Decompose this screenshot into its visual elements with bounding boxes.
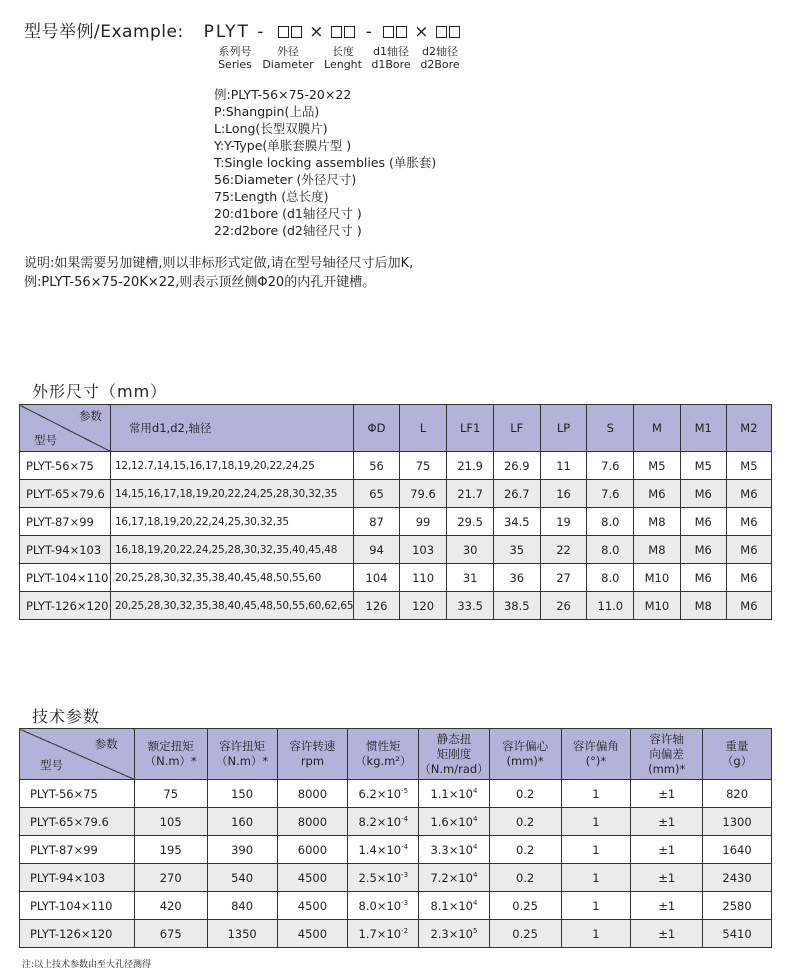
allowed-torque-cell: 390 — [207, 836, 277, 864]
eccentricity-cell: 0.25 — [489, 920, 561, 948]
od-cell: 87 — [354, 508, 399, 536]
stiffness-exponent: 5 — [473, 926, 478, 935]
od-cell: 65 — [354, 480, 399, 508]
m1-cell: M6 — [680, 564, 726, 592]
allowed-torque-cell: 150 — [207, 780, 277, 808]
bores-cell: 14,15,16,17,18,19,20,22,24,25,28,30,32,35 — [110, 480, 353, 508]
caption-length-en: Lenght — [324, 58, 362, 71]
s-cell: 11.0 — [587, 592, 634, 620]
example-line: 20:d1bore (d1轴径尺寸 ) — [214, 206, 362, 221]
allowed-torque-cell: 1350 — [207, 920, 277, 948]
stiffness-cell — [419, 836, 489, 864]
header-line: 容许轴 — [649, 731, 684, 746]
example-line: 56:Diameter (外径尺寸) — [214, 172, 357, 187]
speed-cell: 4500 — [277, 864, 348, 892]
dimensions-header-row — [20, 405, 772, 452]
example-line: 22:d2bore (d2轴径尺寸 ) — [214, 223, 362, 238]
inertia-cell — [348, 920, 419, 948]
header-line: （g） — [721, 754, 753, 768]
m1-cell: M6 — [680, 536, 726, 564]
rated-torque-cell: 270 — [134, 864, 207, 892]
caption-diameter-cn: 外径 — [277, 45, 299, 58]
example-line: T:Single locking assemblies (单胀套) — [214, 155, 437, 170]
stiffness-cell — [419, 864, 489, 892]
col-header-lf1: LF1 — [447, 405, 494, 452]
stiffness-exponent: 4 — [473, 842, 478, 851]
speed-cell: 8000 — [277, 780, 348, 808]
stiffness-cell — [419, 892, 489, 920]
corner-model-label: 型号 — [34, 433, 57, 447]
od-cell: 56 — [354, 452, 399, 480]
col-header-axial — [631, 729, 703, 780]
inertia-exponent: -3 — [401, 870, 409, 879]
lf1-cell: 21.9 — [447, 452, 494, 480]
lf-cell: 26.9 — [493, 452, 540, 480]
caption-series-cn: 系列号 — [218, 45, 252, 58]
m-cell: M6 — [634, 480, 681, 508]
axial-cell: ±1 — [631, 780, 703, 808]
header-line: （kg.m²） — [355, 754, 412, 768]
l-cell: 120 — [399, 592, 447, 620]
inertia-cell — [348, 808, 419, 836]
col-header-lf: LF — [493, 405, 540, 452]
col-header-m2: M2 — [726, 405, 771, 452]
axial-cell: ±1 — [631, 892, 703, 920]
m-cell: M8 — [634, 536, 681, 564]
table-row — [20, 592, 772, 620]
inertia-exponent: -4 — [401, 842, 409, 851]
angle-cell: 1 — [561, 892, 631, 920]
bores-cell: 16,17,18,19,20,22,24,25,30,32,35 — [110, 508, 353, 536]
stiffness-base: 2.3×10 — [430, 926, 473, 941]
s-cell: 8.0 — [587, 564, 634, 592]
stiffness-base: 1.1×10 — [430, 786, 473, 801]
table-row — [20, 920, 772, 948]
header-line: (mm)* — [506, 754, 544, 768]
box-placeholder-icon — [435, 22, 461, 42]
table-row — [20, 864, 772, 892]
corner-header — [20, 729, 135, 780]
axial-cell: ±1 — [631, 808, 703, 836]
example-title-prefix: 型号举例/Example: — [24, 22, 184, 42]
inertia-exponent: -5 — [401, 786, 409, 795]
rated-torque-cell: 420 — [134, 892, 207, 920]
dimensions-table — [19, 404, 772, 620]
l-cell: 79.6 — [399, 480, 447, 508]
axial-cell: ±1 — [631, 836, 703, 864]
model-cell: PLYT-87×99 — [20, 836, 135, 864]
model-cell: PLYT-65×79.6 — [20, 480, 111, 508]
inertia-base: 1.7×10 — [358, 926, 402, 941]
header-line: 容许扭矩 — [219, 739, 266, 753]
col-header-od: ΦD — [354, 405, 399, 452]
inertia-base: 8.2×10 — [358, 814, 402, 829]
stiffness-cell — [419, 920, 489, 948]
stiffness-exponent: 4 — [473, 786, 478, 795]
times-separator: × — [309, 22, 324, 42]
corner-param-label: 参数 — [94, 737, 118, 751]
axial-cell: ±1 — [631, 920, 703, 948]
table-row — [20, 508, 772, 536]
lp-cell: 26 — [540, 592, 587, 620]
inertia-base: 1.4×10 — [358, 842, 402, 857]
stiffness-base: 1.6×10 — [430, 814, 473, 829]
inertia-base: 8.0×10 — [358, 898, 402, 913]
inertia-cell — [348, 892, 419, 920]
weight-cell: 2430 — [703, 864, 772, 892]
note-line: 说明:如果需要另加键槽,则以非标形式定做,请在型号轴径尺寸后加K, — [24, 256, 414, 271]
header-line: (°)* — [585, 754, 607, 768]
angle-cell: 1 — [561, 836, 631, 864]
captions-en — [213, 58, 465, 71]
table-row — [20, 564, 772, 592]
table-row — [20, 780, 772, 808]
model-cell: PLYT-94×103 — [20, 536, 111, 564]
header-line: 容许偏心 — [502, 739, 549, 753]
model-cell: PLYT-126×120 — [20, 920, 135, 948]
box-placeholder-icon — [277, 22, 303, 42]
lp-cell: 22 — [540, 536, 587, 564]
l-cell: 103 — [399, 536, 447, 564]
table-row — [20, 808, 772, 836]
speed-cell: 4500 — [277, 892, 348, 920]
model-cell: PLYT-56×75 — [20, 780, 135, 808]
dash-separator: - — [365, 22, 373, 42]
m2-cell: M6 — [726, 592, 771, 620]
caption-d1-en: d1Bore — [371, 58, 411, 71]
m-cell: M10 — [634, 564, 681, 592]
rated-torque-cell: 105 — [134, 808, 207, 836]
lp-cell: 16 — [540, 480, 587, 508]
example-line: Y:Y-Type(单胀套膜片型 ) — [214, 138, 352, 153]
col-header-speed — [277, 729, 348, 780]
m1-cell: M8 — [680, 592, 726, 620]
inertia-cell — [348, 780, 419, 808]
header-line: 向偏差 — [649, 746, 684, 761]
m2-cell: M6 — [726, 564, 771, 592]
l-cell: 99 — [399, 508, 447, 536]
inertia-cell — [348, 836, 419, 864]
bores-cell: 20,25,28,30,32,35,38,40,45,48,50,55,60,62,65 — [110, 592, 353, 620]
header-line: rpm — [300, 754, 325, 768]
model-cell: PLYT-87×99 — [20, 508, 111, 536]
captions-cn — [213, 43, 465, 59]
s-cell: 7.6 — [587, 480, 634, 508]
l-cell: 75 — [399, 452, 447, 480]
inertia-base: 2.5×10 — [358, 870, 402, 885]
col-header-inertia — [348, 729, 419, 780]
m2-cell: M6 — [726, 508, 771, 536]
stiffness-cell — [419, 780, 489, 808]
example-explanation — [214, 86, 436, 239]
od-cell: 126 — [354, 592, 399, 620]
corner-param-label: 参数 — [78, 409, 102, 423]
model-cell: PLYT-126×120 — [20, 592, 111, 620]
m1-cell: M6 — [680, 480, 726, 508]
angle-cell: 1 — [561, 808, 631, 836]
caption-d2-cn: d2轴径 — [422, 45, 458, 58]
header-line: 静态扭 — [436, 731, 472, 746]
technical-table — [19, 728, 772, 948]
lf1-cell: 33.5 — [447, 592, 494, 620]
col-header-m: M — [634, 405, 681, 452]
axial-cell: ±1 — [631, 864, 703, 892]
col-header-stiffness — [419, 729, 489, 780]
m2-cell: M6 — [726, 480, 771, 508]
inertia-cell — [348, 864, 419, 892]
inertia-exponent: -4 — [401, 814, 409, 823]
caption-diameter-en: Diameter — [262, 58, 314, 71]
col-header-bores: 常用d1,d2,轴径 — [110, 405, 353, 452]
header-line: （N.m）* — [144, 754, 197, 768]
caption-d2-en: d2Bore — [420, 58, 460, 71]
angle-cell: 1 — [561, 864, 631, 892]
model-cell: PLYT-94×103 — [20, 864, 135, 892]
header-line: 矩刚度 — [436, 746, 472, 761]
stiffness-cell — [419, 808, 489, 836]
angle-cell: 1 — [561, 920, 631, 948]
keyway-note — [24, 254, 413, 292]
stiffness-base: 3.3×10 — [430, 842, 473, 857]
m1-cell: M5 — [680, 452, 726, 480]
speed-cell: 4500 — [277, 920, 348, 948]
col-header-rated-torque — [134, 729, 207, 780]
od-cell: 94 — [354, 536, 399, 564]
allowed-torque-cell: 160 — [207, 808, 277, 836]
corner-header — [20, 405, 111, 452]
stiffness-exponent: 4 — [473, 870, 478, 879]
s-cell: 7.6 — [587, 452, 634, 480]
inertia-exponent: -2 — [401, 926, 409, 935]
table-row — [20, 836, 772, 864]
speed-cell: 6000 — [277, 836, 348, 864]
bores-cell: 12,12.7,14,15,16,17,18,19,20,22,24,25 — [110, 452, 353, 480]
col-header-lp: LP — [540, 405, 587, 452]
lf-cell: 36 — [493, 564, 540, 592]
table-row — [20, 480, 772, 508]
times-separator: × — [414, 22, 429, 42]
allowed-torque-cell: 540 — [207, 864, 277, 892]
header-line: （N.m）* — [215, 754, 269, 768]
table-row — [20, 536, 772, 564]
header-line: 重量 — [725, 739, 749, 753]
stiffness-exponent: 4 — [473, 814, 478, 823]
box-placeholder-icon — [382, 22, 408, 42]
header-line: 惯性矩 — [366, 739, 401, 753]
example-line: 75:Length (总长度) — [214, 189, 329, 204]
col-header-l: L — [399, 405, 447, 452]
lf1-cell: 29.5 — [447, 508, 494, 536]
od-cell: 104 — [354, 564, 399, 592]
bores-cell: 16,18,19,20,22,24,25,28,30,32,35,40,45,48 — [110, 536, 353, 564]
lf1-cell: 30 — [447, 536, 494, 564]
lf-cell: 38.5 — [493, 592, 540, 620]
allowed-torque-cell: 840 — [207, 892, 277, 920]
rated-torque-cell: 75 — [134, 780, 207, 808]
lf-cell: 35 — [493, 536, 540, 564]
weight-cell: 820 — [703, 780, 772, 808]
technical-title: 技术参数 — [32, 707, 101, 726]
example-title — [24, 17, 461, 42]
m-cell: M5 — [634, 452, 681, 480]
inertia-exponent: -3 — [401, 898, 409, 907]
m2-cell: M5 — [726, 452, 771, 480]
caption-series-en: Series — [218, 58, 252, 71]
table-row — [20, 892, 772, 920]
weight-cell: 5410 — [703, 920, 772, 948]
model-cell: PLYT-56×75 — [20, 452, 111, 480]
eccentricity-cell: 0.2 — [489, 836, 561, 864]
table-row — [20, 452, 772, 480]
s-cell: 8.0 — [587, 508, 634, 536]
lp-cell: 11 — [540, 452, 587, 480]
caption-d1-cn: d1轴径 — [373, 45, 409, 58]
technical-header-row — [20, 729, 772, 780]
note-line: 例:PLYT-56×75-20K×22,则表示顶丝侧Φ20的内孔开键槽。 — [24, 275, 376, 290]
lp-cell: 19 — [540, 508, 587, 536]
s-cell: 8.0 — [587, 536, 634, 564]
model-cell: PLYT-104×110 — [20, 564, 111, 592]
weight-cell: 1640 — [703, 836, 772, 864]
footnote: 注:以上技术参数由至大孔径测得 — [22, 960, 152, 970]
lf-cell: 26.7 — [493, 480, 540, 508]
header-line: (mm)* — [648, 761, 686, 776]
rated-torque-cell: 195 — [134, 836, 207, 864]
angle-cell: 1 — [561, 780, 631, 808]
col-header-s: S — [587, 405, 634, 452]
col-header-eccentricity — [489, 729, 561, 780]
speed-cell: 8000 — [277, 808, 348, 836]
col-header-m1: M1 — [680, 405, 726, 452]
header-line: 容许转速 — [289, 739, 336, 753]
header-line: 容许偏角 — [572, 739, 619, 753]
model-cell: PLYT-104×110 — [20, 892, 135, 920]
col-header-allowed-torque — [207, 729, 277, 780]
example-code: PLYT - — [203, 22, 266, 42]
lf1-cell: 31 — [447, 564, 494, 592]
lp-cell: 27 — [540, 564, 587, 592]
l-cell: 110 — [399, 564, 447, 592]
m1-cell: M6 — [680, 508, 726, 536]
caption-length-cn: 长度 — [332, 45, 354, 58]
header-line: 额定扭矩 — [147, 739, 194, 753]
box-placeholder-icon — [330, 22, 356, 42]
stiffness-exponent: 4 — [473, 898, 478, 907]
eccentricity-cell: 0.25 — [489, 892, 561, 920]
eccentricity-cell: 0.2 — [489, 808, 561, 836]
inertia-base: 6.2×10 — [358, 786, 402, 801]
m2-cell: M6 — [726, 536, 771, 564]
weight-cell: 1300 — [703, 808, 772, 836]
example-line: 例:PLYT-56×75-20×22 — [214, 87, 352, 102]
example-line: P:Shangpin(上品) — [214, 104, 320, 119]
stiffness-base: 7.2×10 — [430, 870, 473, 885]
eccentricity-cell: 0.2 — [489, 864, 561, 892]
eccentricity-cell: 0.2 — [489, 780, 561, 808]
dimensions-title: 外形尺寸（mm） — [32, 382, 168, 401]
bores-cell: 20,25,28,30,32,35,38,40,45,48,50,55,60 — [110, 564, 353, 592]
m-cell: M10 — [634, 592, 681, 620]
lf-cell: 34.5 — [493, 508, 540, 536]
corner-model-label: 型号 — [40, 758, 63, 772]
rated-torque-cell: 675 — [134, 920, 207, 948]
header-line: （N.m/rad） — [419, 761, 489, 776]
model-cell: PLYT-65×79.6 — [20, 808, 135, 836]
col-header-weight — [703, 729, 772, 780]
col-header-angle — [561, 729, 631, 780]
lf1-cell: 21.7 — [447, 480, 494, 508]
stiffness-base: 8.1×10 — [430, 898, 473, 913]
example-line: L:Long(长型双膜片) — [214, 121, 328, 136]
m-cell: M8 — [634, 508, 681, 536]
weight-cell: 2580 — [703, 892, 772, 920]
